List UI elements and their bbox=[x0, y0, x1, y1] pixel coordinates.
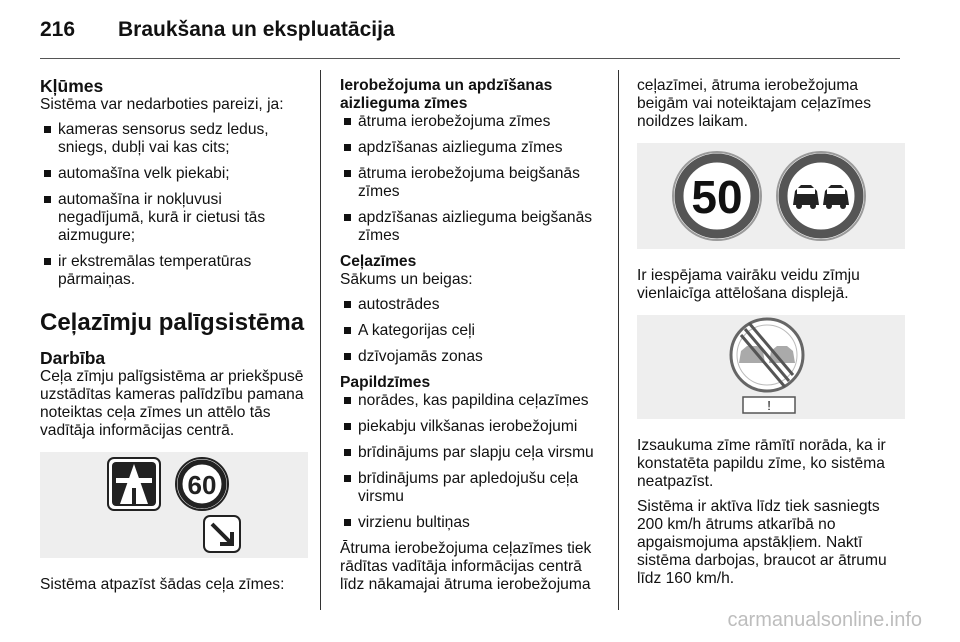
column-divider bbox=[320, 70, 321, 610]
list-item: apdzīšanas aizlieguma beigšanās zīmes bbox=[340, 209, 608, 245]
list-item: A kategorijas ceļi bbox=[340, 322, 608, 340]
exclamation-mark: ! bbox=[767, 398, 771, 413]
list-item: ātruma ierobežojuma beigšanās zīmes bbox=[340, 165, 608, 201]
figure-end-no-overtaking bbox=[637, 315, 905, 419]
list-item: brīdinājums par slapju ceļa virsmu bbox=[340, 444, 608, 462]
list-item: autostrādes bbox=[340, 296, 608, 314]
speed-overtaking-figure bbox=[637, 143, 901, 249]
faults-heading: Kļūmes bbox=[40, 76, 104, 96]
list-item: automašīna ir nokļuvusi negadījumā, kurā ir cietusi tās aizmugure; bbox=[40, 191, 308, 245]
road-heading: Ceļazīmes bbox=[340, 253, 417, 270]
operation-text: Ceļa zīmju palīgsistēma ar priekšpusē uzstādītas kameras palīdzību pamana noteiktas ceļa zīmes un attēlo tās vadītāja informācijas centrā. bbox=[40, 368, 304, 439]
speed-limit-value: 50 bbox=[691, 171, 743, 223]
header-rule bbox=[40, 58, 900, 59]
list-item: ātruma ierobežojuma zīmes bbox=[340, 113, 608, 131]
list-item: virzienu bultiņas bbox=[340, 514, 608, 532]
page-title: Braukšana un ekspluatācija bbox=[118, 18, 395, 41]
speed-limit-value: 60 bbox=[187, 470, 217, 500]
operation-heading: Darbība bbox=[40, 348, 106, 368]
list-item: norādes, kas papildina ceļazīmes bbox=[340, 392, 608, 410]
column-3 bbox=[637, 77, 905, 595]
page-header bbox=[40, 18, 395, 42]
extra-heading: Papildzīmes bbox=[340, 374, 431, 391]
exclamation-text: Izsaukuma zīme rāmītī norāda, ka ir konstatēta papildu zīme, ko sistēma neatpazīst. bbox=[637, 437, 886, 490]
watermark: carmanualsonline.info bbox=[727, 609, 922, 631]
end-overtaking-figure bbox=[637, 315, 901, 419]
limits-heading: Ierobežojuma un apdzīšanas aizlieguma zīmes bbox=[340, 77, 553, 112]
continued-text: ceļazīmei, ātruma ierobežojuma beigām vai noteiktajam ceļazīmes noildzes laikam. bbox=[637, 77, 872, 130]
list-item: piekabju vilkšanas ierobežojumi bbox=[340, 418, 608, 436]
figure-signs-50-no-overtaking bbox=[637, 143, 905, 249]
speed-display-text: Ātruma ierobežojuma ceļazīmes tiek rādītas vadītāja informācijas centrā līdz nākamajai ātruma ierobežojuma bbox=[340, 540, 592, 593]
multi-display-text: Ir iespējama vairāku veidu zīmju vienlaicīga attēlošana displejā. bbox=[637, 267, 860, 302]
section-title: Ceļazīmju palīgsistēma bbox=[40, 309, 305, 336]
list-item: dzīvojamās zonas bbox=[340, 348, 608, 366]
column-1 bbox=[40, 77, 308, 601]
road-intro: Sākums un beigas: bbox=[340, 271, 473, 288]
figure-signs-highway-60 bbox=[40, 452, 308, 558]
column-2 bbox=[340, 77, 608, 601]
list-item: ir ekstremālas temperatūras pārmaiņas. bbox=[40, 253, 308, 289]
faults-intro: Sistēma var nedarboties pareizi, ja: bbox=[40, 96, 284, 113]
active-speed-text: Sistēma ir aktīva līdz tiek sasniegts 200 km/h ātrums atkarībā no apgaismojuma apstākļiem. Naktī sistēma darbojas, braucot ar ātrumu līdz 160 km/h. bbox=[637, 498, 887, 587]
page-number: 216 bbox=[40, 18, 76, 41]
list-item: kameras sensorus sedz ledus, sniegs, dubļi vai kas cits; bbox=[40, 121, 308, 157]
list-item: apdzīšanas aizlieguma zīmes bbox=[340, 139, 608, 157]
column-divider bbox=[618, 70, 619, 610]
list-item: automašīna velk piekabi; bbox=[40, 165, 308, 183]
list-item: brīdinājums par apledojušu ceļa virsmu bbox=[340, 470, 608, 506]
recognizes-text: Sistēma atpazīst šādas ceļa zīmes: bbox=[40, 576, 285, 593]
highway-speed-sign-figure bbox=[40, 452, 302, 558]
